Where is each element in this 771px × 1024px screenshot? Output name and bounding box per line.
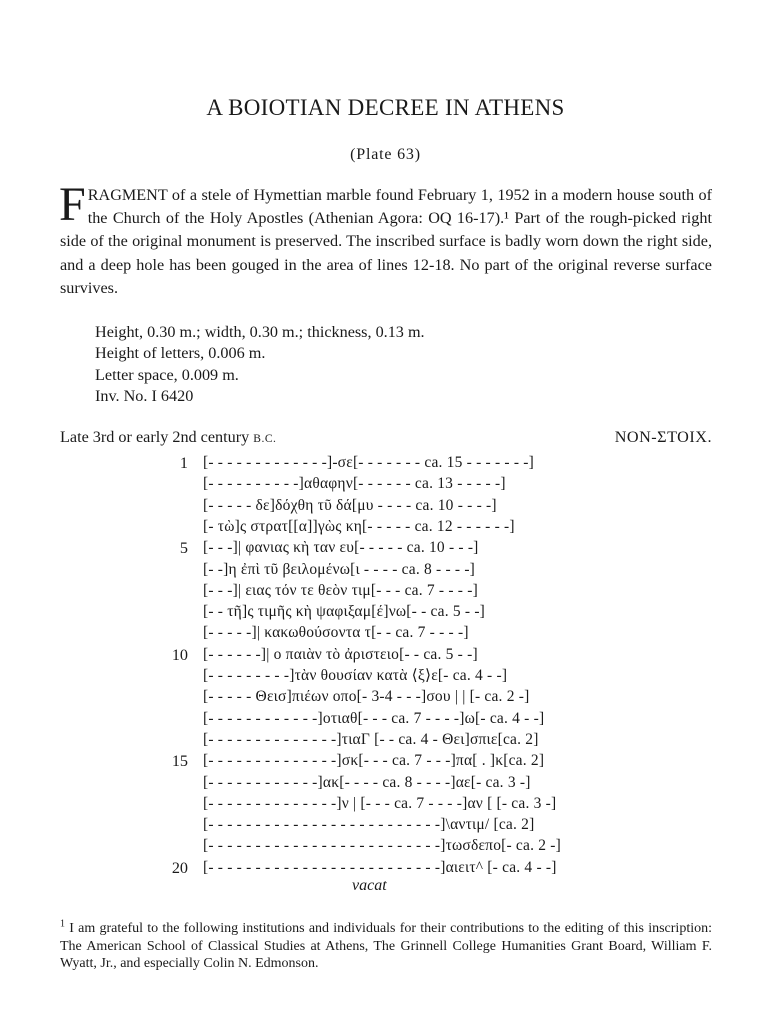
footnote-mark: 1 (60, 918, 65, 930)
spec-inventory: Inv. No. I 6420 (95, 387, 194, 406)
spec-letter-space: Letter space, 0.009 m. (95, 365, 239, 384)
inscription-line (0, 708, 771, 730)
inscription-line (0, 814, 771, 836)
spec-letter-height: Height of letters, 0.006 m. (95, 344, 266, 363)
line-text: [- - - - - - - - -]τὰν θουσίαν κατὰ ⟨ξ⟩ε[- ca. 4 - -] (203, 667, 508, 684)
date-era: B.C. (253, 433, 277, 445)
line-text: [- - - - - - - - - - - - - - - - - - - - - - - - -]τωσδεπο[- ca. 2 -] (203, 837, 561, 855)
footnote (60, 920, 712, 973)
stoichedon-note: NON-ΣΤΟΙΧ. (614, 428, 712, 446)
line-text: [- - - - - - - - - - - - -]-σε[- - - - - - - ca. 15 - - - - - - -] (203, 454, 534, 471)
inscription-line (0, 516, 771, 538)
line-text: [- - -]| φανιας κὴ ταν ευ[- - - - - ca. 10 - - -] (203, 539, 479, 557)
line-number: 1 (179, 454, 188, 472)
line-text: [- - - - - - - - - - - - - -]τιαΓ [- - ca. 4 - Θει]σπιε[ca. 2] (203, 730, 539, 748)
inscription-line (0, 495, 771, 517)
description-text: RAGMENT of a stele of Hymettian marble found February 1, 1952 in a modern house south of the Church of the Holy Apostles (Athenian Agora: OQ 16-17).¹ Part of the rough-picked right side of the original monument is preserved. The inscribed surface is badly worn down the right side, and a deep hole has been gouged in the area of lines 12-18. No part of the original reverse surface survives. (60, 186, 712, 297)
inscription-line (0, 622, 771, 644)
inscription-line (0, 793, 771, 815)
line-text: [- - - - - - - - - -]αθαφην[- - - - - - ca. 13 - - - - -] (203, 475, 506, 493)
line-text: [- - - - - - - - - - - -]οτιαθ[- - - ca. 7 - - - -]ω[- ca. 4 - -] (203, 709, 545, 727)
footnote-text: I am grateful to the following institutions and individuals for their contributions to the editing of this inscription: The American School of Classical Studies at Athens, The Grinnell College Humanities Grant Board, William F. Wyatt, Jr., and especially Colin N. Edmonson. (60, 921, 712, 972)
date-text: Late 3rd or early 2nd century (60, 428, 254, 446)
inscription-line (0, 452, 771, 474)
inscription-line (0, 473, 771, 495)
line-text: [- - - - -]| κακωθούσοντα τ[- - ca. 7 - - - -] (203, 624, 469, 642)
line-text: [- - - - - - - - - - - - - -]ν | [- - - ca. 7 - - - -]αν [ [- ca. 3 -] (203, 794, 557, 812)
inscription-line (0, 665, 771, 687)
line-text: [- - - - - - - - - - - - - - - - - - - - - - - - -]\αντιμ/ [ca. 2] (203, 816, 535, 834)
line-text: [- - -]| ειας τόν τε θεὸν τιμ[- - - ca. 7 - - - -] (203, 581, 478, 599)
spec-dimensions: Height, 0.30 m.; width, 0.30 m.; thickness, 0.13 m. (95, 323, 425, 341)
inscription-line (0, 537, 771, 559)
description-paragraph (59, 178, 712, 300)
drop-cap: F (59, 178, 86, 231)
inscription-line (0, 644, 771, 666)
inscription-line (0, 835, 771, 857)
inscription-text (0, 452, 771, 902)
line-text: [- - - - - - - - - - - -]ακ[- - - - ca. 8 - - - -]αε[- ca. 3 -] (203, 773, 531, 791)
inscription-line (0, 729, 771, 751)
line-text: [- τὼ]ς στρατ[[α]]γὼς κη[- - - - - ca. 12 - - - - - -] (203, 517, 515, 535)
vacat-label: vacat (352, 877, 387, 894)
inscription-line (0, 857, 771, 879)
inscription-line (0, 559, 771, 581)
line-number: 10 (171, 645, 188, 664)
line-text: [- - - - - -]| ο παιὰν τὸ ἀριστειο[- - ca. 5 - -] (203, 645, 478, 663)
inscription-line (0, 772, 771, 794)
page-title: A BOIOTIAN DECREE IN ATHENS (206, 95, 565, 120)
line-text: [- -]η ἐπὶ τῦ βειλομένω[ι - - - - ca. 8 - - - -] (203, 560, 476, 578)
line-number: 15 (171, 752, 188, 771)
line-text: [- - τῆ]ς τιμῆς κὴ ψαφιξαμ[έ]νω[- - ca. 5 - -] (203, 603, 486, 621)
line-number: 20 (171, 858, 188, 877)
inscription-line (0, 580, 771, 602)
inscription-line (0, 750, 771, 772)
line-text: [- - - - - - - - - - - - - -]σκ[- - - ca. 7 - - -]πα[ . ]κ[ca. 2] (203, 752, 545, 770)
inscription-line (0, 686, 771, 708)
line-text: [- - - - - - - - - - - - - - - - - - - - - - - - -]αιειτ^ [- ca. 4 - -] (203, 858, 557, 876)
line-text: [- - - - - δε]δόχθη τῦ δά[μυ - - - - ca. 10 - - - -] (203, 496, 497, 514)
line-number: 5 (179, 539, 188, 558)
date-line (60, 428, 276, 447)
specifications (95, 322, 425, 408)
line-text: [- - - - - Θεισ]πιέων οπο[- 3-4 - - -]σου | | [- ca. 2 -] (203, 688, 530, 706)
plate-reference: (Plate 63) (350, 146, 421, 163)
inscription-line (0, 601, 771, 623)
